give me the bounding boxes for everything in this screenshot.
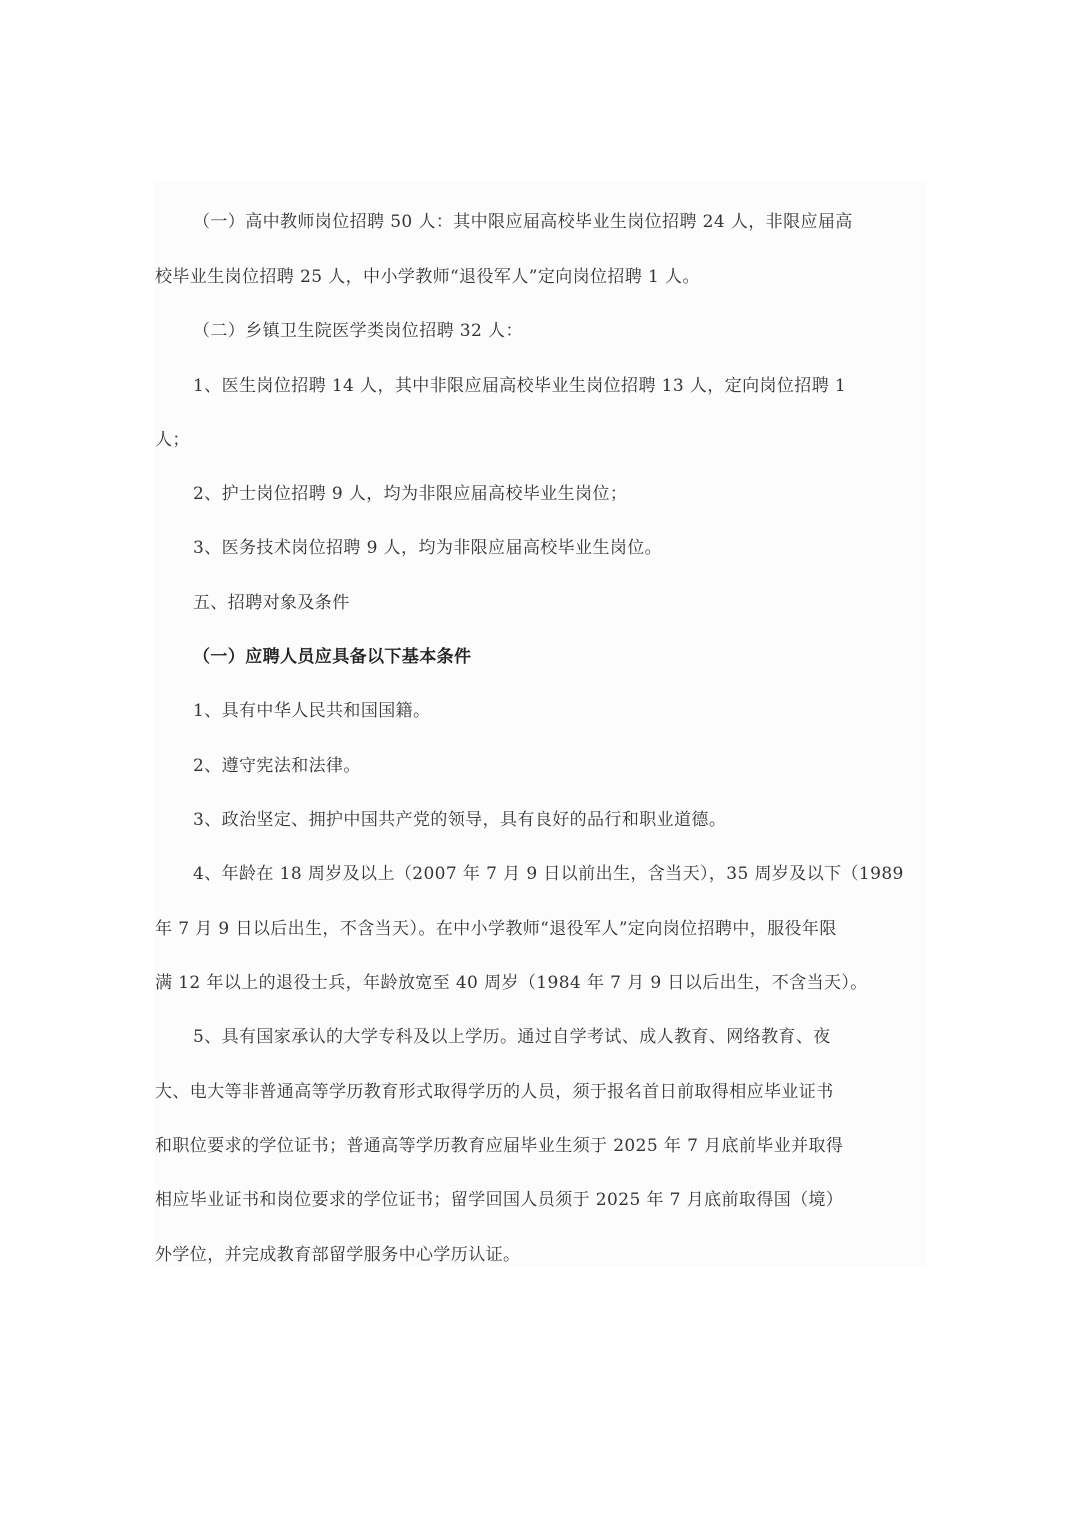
paragraph-line: 3、政治坚定、拥护中国共产党的领导，具有良好的品行和职业道德。 — [193, 810, 727, 830]
paragraph-line: （一）高中教师岗位招聘 50 人：其中限应届高校毕业生岗位招聘 24 人，非限应届高 — [193, 212, 853, 232]
paragraph-line: 2、护士岗位招聘 9 人，均为非限应届高校毕业生岗位； — [193, 484, 628, 504]
paragraph-line: （二）乡镇卫生院医学类岗位招聘 32 人： — [193, 321, 523, 341]
paragraph-line: 5、具有国家承认的大学专科及以上学历。通过自学考试、成人教育、网络教育、夜 — [193, 1027, 831, 1047]
paragraph-line: 满 12 年以上的退役士兵，年龄放宽至 40 周岁（1984 年 7 月 9 日以后出生，不含当天）。 — [155, 973, 868, 993]
paragraph-line: 2、遵守宪法和法律。 — [193, 756, 361, 776]
document-page — [155, 182, 927, 1266]
paragraph-line: 和职位要求的学位证书；普通高等学历教育应届毕业生须于 2025 年 7 月底前毕业并取得 — [155, 1136, 844, 1156]
paragraph-line: 校毕业生岗位招聘 25 人，中小学教师“退役军人”定向岗位招聘 1 人。 — [155, 267, 700, 287]
paragraph-line: 1、具有中华人民共和国国籍。 — [193, 701, 431, 721]
paragraph-line: 4、年龄在 18 周岁及以上（2007 年 7 月 9 日以前出生，含当天），35 周岁及以下（1989 — [193, 864, 904, 884]
paragraph-line: 外学位，并完成教育部留学服务中心学历认证。 — [155, 1245, 521, 1265]
paragraph-line: 相应毕业证书和岗位要求的学位证书；留学回国人员须于 2025 年 7 月底前取得国（境） — [155, 1190, 844, 1210]
paragraph-line: 3、医务技术岗位招聘 9 人，均为非限应届高校毕业生岗位。 — [193, 538, 663, 558]
section-heading: 五、招聘对象及条件 — [193, 593, 350, 613]
paragraph-line: 人； — [155, 430, 190, 450]
paragraph-line: 年 7 月 9 日以后出生，不含当天）。在中小学教师“退役军人”定向岗位招聘中，服役年限 — [155, 919, 837, 939]
subsection-heading: （一）应聘人员应具备以下基本条件 — [193, 647, 472, 667]
paragraph-line: 1、医生岗位招聘 14 人，其中非限应届高校毕业生岗位招聘 13 人，定向岗位招聘 1 — [193, 376, 847, 396]
paragraph-line: 大、电大等非普通高等学历教育形式取得学历的人员，须于报名首日前取得相应毕业证书 — [155, 1082, 834, 1102]
